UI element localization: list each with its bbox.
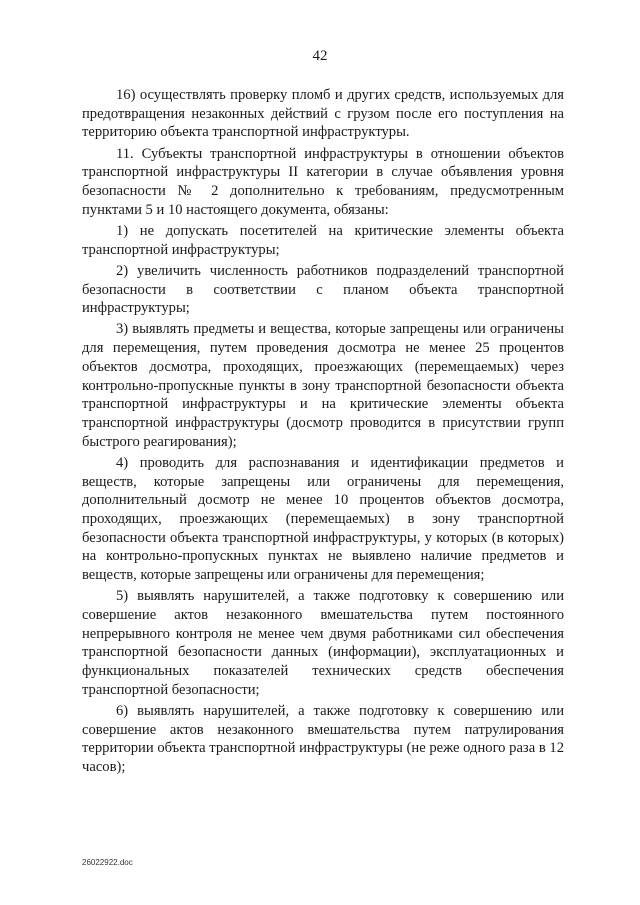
paragraph-item-4: 4) проводить для распознавания и идентификации предметов и веществ, которые запрещены или ограничены для перемещения, дополнительный досмотр не менее 10 процентов объектов досмотра, проходящих, проезжающих (перемещаемых) в зону транспортной безопасности объекта транспортной инфраструктуры, у которых (в которых) на контрольно-пропускных пунктах не выявлено наличие предметов и веществ, которые запрещены или ограничены для перемещения; [82,454,564,584]
paragraph-item-2: 2) увеличить численность работников подразделений транспортной безопасности в соответствии с планом объекта транспортной инфраструктуры; [82,262,564,317]
paragraph-item-1: 1) не допускать посетителей на критические элементы объекта транспортной инфраструктуры; [82,222,564,258]
paragraph-item-3: 3) выявлять предметы и вещества, которые запрещены или ограничены для перемещения, путем проведения досмотра не менее 25 процентов объектов досмотра, проходящих, проезжающих (перемещаемых) через контрольно-пропускные пункты в зону транспортной безопасности объекта транспортной инфраструктуры и на критические элементы объекта транспортной инфраструктуры (досмотр проводится в присутствии групп быстрого реагирования); [82,321,564,450]
file-name-footer: 26022922.doc [82,858,133,867]
page-number: 42 [312,48,328,64]
paragraph-item-16: 16) осуществлять проверку пломб и других средств, используемых для предотвращения незаконных действий с грузом после его поступления на территорию объекта транспортной инфраструктуры. [82,87,564,141]
document-body [82,86,564,779]
paragraph-item-5: 5) выявлять нарушителей, а также подготовку к совершению или совершение актов незаконного вмешательства путем постоянного непрерывного контроля не менее чем двумя работниками сил обеспечения транспортной безопасности данных (информации), эксплуатационных и функциональных показателей технических средств обеспечения транспортной безопасности; [82,588,564,698]
paragraph-item-6: 6) выявлять нарушителей, а также подготовку к совершению или совершение актов незаконного вмешательства путем патрулирования территории объекта транспортной инфраструктуры (не реже одного раза в 12 часов); [82,703,564,776]
paragraph-section-11: 11. Субъекты транспортной инфраструктуры в отношении объектов транспортной инфраструктуры II категории в случае объявления уровня безопасности № 2 дополнительно к требованиям, предусмотренным пунктами 5 и 10 настоящего документа, обязаны: [82,145,564,218]
